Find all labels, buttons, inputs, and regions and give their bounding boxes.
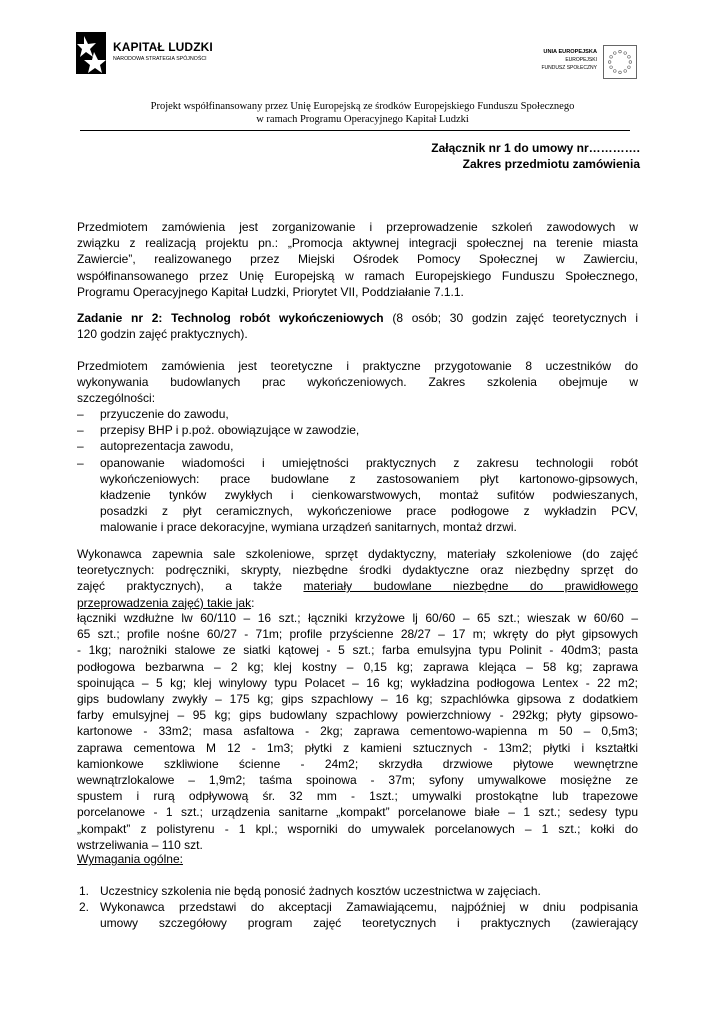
intro-line: Przedmiotem zamówienia jest zorganizowanie i przeprowadzenie szkoleń zawodowych w [77, 220, 638, 234]
annex-subtitle: Zakres przedmiotu zamówienia [462, 157, 640, 171]
eu-logo-text [517, 48, 597, 72]
kapital-ludzki-title: KAPITAŁ LUDZKI [113, 40, 213, 54]
materials-line: kartonowe - 33m2; masa asfaltowa - 2kg; zaprawa cementowo-wapienna m 50 – 0,5m3; [77, 724, 638, 739]
eu-line-2: EUROPEJSKI [565, 57, 597, 63]
dash-bullet: – [77, 407, 84, 421]
materials-line: farby emulsyjnej – 95 kg; gips budowlany szpachlowy powierzchniowy - 292kg; płyty gipsowo- [77, 708, 638, 723]
dash-bullet: – [77, 423, 84, 438]
list-item-text: przepisy BHP i p.poż. obowiązujące w zawodzie, [100, 423, 360, 438]
requirements-heading-wrap [77, 851, 638, 867]
task-hours: (8 osób; 30 godzin zajęć teoretycznych i [383, 311, 638, 325]
list-item-text: umowy szczegółowy program zajęć teoretycznych i praktycznych (zawierający [100, 916, 638, 931]
list-number: 1. [79, 884, 90, 898]
eu-line-3: FUNDUSZ SPOŁECZNY [541, 65, 597, 71]
kapital-ludzki-logo [74, 30, 224, 80]
scope-list [77, 406, 638, 536]
list-item-text: opanowanie wiadomości i umiejętności praktycznych z zakresu technologii robót [100, 455, 638, 470]
materials-line: wstrzeliwania – 110 szt. [77, 837, 203, 852]
task-line: 120 godzin zajęć praktycznych). [77, 327, 248, 342]
provider-line: teoretycznych: podręczniki, skrypty, niezbędne środki dydaktyczne oraz niezbędny sprzęt do [77, 563, 638, 578]
materials-line: 65 szt.; profile nośne 60/27 - 71m; profile przyścienne 28/27 – 17 m; wkręty do płyt gipsowych [77, 627, 638, 642]
eu-line-1: UNIA EUROPEJSKA [543, 49, 597, 55]
dash-bullet: – [77, 455, 84, 470]
intro-line: Programu Operacyjnego Kapitał Ludzki, Priorytet VII, Poddziałanie 7.1.1. [77, 284, 464, 299]
list-item-text: kładzenie tynków zwykłych i cienkowarstwowych, montaż sufitów podwieszanych, [100, 488, 638, 503]
intro-line: Zawiercie”, realizowanego przez Miejski Ośrodek Pomocy Społecznej w Zawierciu, [77, 252, 638, 267]
list-item [77, 438, 638, 454]
list-item-text: Wykonawca przedstawi do akceptacji Zamawiającemu, najpóźniej w dniu podpisania [100, 900, 638, 915]
materials-line: kamionkowe szkliwione ścienne - 24m2; skrzydła drzwiowe płytowe wewnętrzne [77, 756, 638, 771]
intro-paragraph [77, 219, 638, 300]
task-paragraph [77, 310, 638, 342]
annex-title: Załącznik nr 1 do umowy nr…………. [431, 141, 640, 155]
list-item [77, 455, 638, 536]
eu-flag-icon [603, 45, 637, 79]
materials-line: spustem i rurą odpływową śr. 32 mm - 1szt.; umywalki prostokątne lub trapezowe [77, 789, 638, 804]
materials-line: spoinująca – 5 kg; klej winylowy typu Polacet – 16 kg; wykładzina podłogowa Lentex - 22 m2; [77, 675, 638, 690]
intro-line: związku z realizacją projektu pn.: „Promocja aktywnej integracji społecznej na terenie miasta [77, 236, 638, 251]
header-divider [80, 130, 630, 131]
requirements-list [77, 883, 638, 932]
materials-line: podłogowa bezbarwna – 2 kg; klej kostny – 0,15 kg; zaprawa klejąca – 58 kg; zaprawa [77, 659, 638, 674]
provider-paragraph [77, 546, 638, 611]
list-item [77, 406, 638, 422]
kapital-ludzki-subtitle: NARODOWA STRATEGIA SPÓJNOŚCI [113, 56, 207, 62]
materials-line: gips budowlany zwykły – 175 kg; gips szpachlowy – 16 kg; szpachlówka gipsowa z dodatkiem [77, 692, 638, 707]
dash-bullet: – [77, 439, 84, 454]
list-item-text: Uczestnicy szkolenia nie będą ponosić żadnych kosztów uczestnictwa w zajęciach. [100, 884, 541, 898]
provider-text: zajęć praktycznych), a także [77, 579, 304, 594]
provider-line: Wykonawca zapewnia sale szkoleniowe, sprzęt dydaktyczny, materiały szkoleniowe (do zajęć [77, 547, 638, 561]
materials-line: porcelanowe - 1 szt.; urządzenia sanitarne „kompakt” porcelanowe białe – 1 szt.; sedesy typu [77, 805, 638, 820]
list-item-text: malowanie i prace dekoracyjne, wymiana urządzeń sanitarnych, montaż drzwi. [100, 520, 517, 535]
materials-line: zaprawa cementowa M 12 - 1m3; płytki z kamieni sztucznych - 13m2; płytki i kształtki [77, 740, 638, 755]
scope-line: szczególności: [77, 391, 156, 406]
requirements-heading: Wymagania ogólne: [77, 852, 183, 866]
header-line-2: w ramach Programu Operacyjnego Kapitał Ludzki [256, 114, 469, 125]
provider-underlined: materiały budowlane niezbędne do prawidłowego [303, 579, 639, 594]
task-title: Zadanie nr 2: Technolog robót wykończeniowych [77, 311, 384, 325]
provider-line [77, 578, 638, 594]
scope-line: Przedmiotem zamówienia jest teoretyczne i praktyczne przygotowanie 8 uczestników do [77, 359, 638, 373]
materials-line: „kompakt” z polistyrenu - 1 kpl.; wsporniki do umywalek porcelanowych – 1 szt.; kołki do [77, 821, 638, 836]
kapital-ludzki-emblem-icon [74, 30, 108, 76]
eu-logo [525, 45, 637, 81]
list-item-text: wykończeniowych: prace budowlane z zastosowaniem płyt kartonowo-gipsowych, [100, 471, 638, 486]
list-item [77, 899, 638, 931]
list-number: 2. [79, 900, 90, 915]
scope-paragraph [77, 358, 638, 407]
list-item-text: posadzki z płyt ceramicznych, wykończeniowe prace podłogowe z wykładzin PCV, [100, 504, 638, 519]
scope-line: wykonywania budowlanych prac wykończeniowych. Zakres szkolenia obejmuje w [77, 375, 638, 390]
provider-underlined: przeprowadzenia zajęć) takie jak [77, 595, 252, 610]
intro-line: współfinansowanego przez Unię Europejską w ramach Europejskiego Funduszu Społecznego, [77, 268, 638, 283]
materials-line: wewnątrzlokalowe – 1,9m2; taśma spoinowa - 37m; syfony umywalkowe mosiężne ze [77, 773, 638, 788]
materials-line: - 1kg; narożniki stalowe ze siatki kątowej - 5 szt.; farba emulsyjna typu Polinit - 40dm3; pasta [77, 643, 638, 658]
provider-colon: : [251, 595, 255, 610]
materials-paragraph [77, 610, 638, 853]
header-line-1: Projekt współfinansowany przez Unię Europejską ze środków Europejskiego Funduszu Społecznego [150, 101, 575, 112]
materials-line: łączniki wzdłużne lw 60/110 – 16 szt.; łączniki krzyżowe lj 60/60 – 65 szt.; wieszak w 60/60 – [77, 611, 638, 625]
task-line [77, 310, 638, 326]
provider-line [77, 595, 638, 611]
list-item-text: przyuczenie do zawodu, [100, 407, 229, 421]
list-item [77, 422, 638, 438]
list-item [77, 883, 638, 899]
list-item-text: autoprezentacja zawodu, [100, 439, 234, 454]
